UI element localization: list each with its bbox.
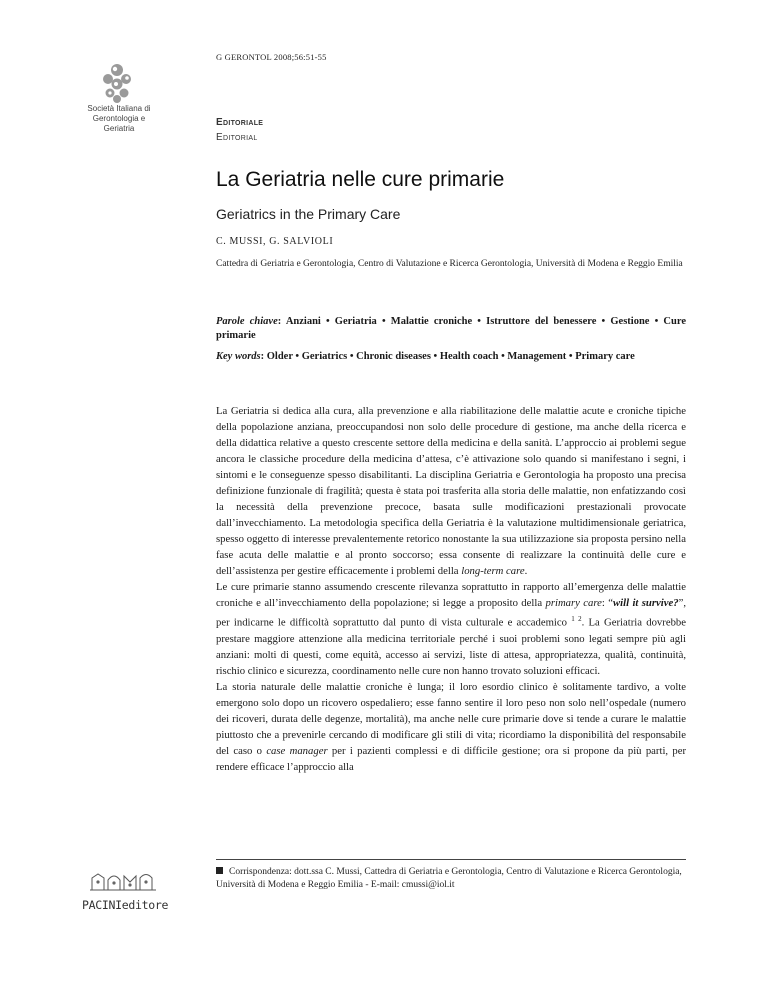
author-affiliation: Cattedra di Geriatria e Gerontologia, Centro di Valutazione e Ricerca Gerontologia, Università di Modena e Reggio Emilia [216,259,683,269]
body-paragraph-2 [216,579,686,679]
journal-reference: G GERONTOL 2008;56:51-55 [216,52,327,62]
body-paragraph-3 [216,679,686,775]
correspondence-note [216,866,686,892]
article-authors: C. MUSSI, G. SALVIOLI [216,236,334,247]
publisher-name: PACINIeditore [82,898,169,912]
keywords-english: Key words: Older • Geriatrics • Chronic diseases • Health coach • Management • Primary care [216,351,635,362]
p3-text-2: per i pazienti complessi e di difficile gestione; ora si propone da più parti, per rendere efficace l’approccio alla [216,744,687,773]
article-title: La Geriatria nelle cure primarie [216,168,505,191]
section-label-italian: Editoriale [216,117,264,128]
p2-text-3: . La Geriatria dovrebbe prestare maggiore attenzione alla medicina territoriale perché i suoi problemi sono legati sempre più agli anziani: molti di questi, come equità, accesso ai servizi, liste di attesa, appropriatezza, qualità, continuità, rischio clinico e sicurezza, coordinamento nelle cure non hanno trovato soluzioni efficaci. [216,616,687,677]
p1-term: long-term care [461,565,525,577]
body-paragraph-1 [216,403,686,579]
keywords-italian-label: Parole chiave [216,316,278,327]
keywords-english-list: Older • Geriatrics • Chronic diseases • Health coach • Management • Primary care [266,351,635,362]
p2-quote: will it survive? [613,597,679,609]
p2-text: Le cure primarie stanno assumendo crescente rilevanza soprattutto in rapporto all’emergenza delle malattie croniche e all’invecchiamento della popolazione; si legge a proposito della [216,581,686,609]
square-bullet-icon [216,867,223,874]
correspondence-text: Corrispondenza: dott.ssa C. Mussi, Cattedra di Geriatria e Gerontologia, Centro di Valutazione e Ricerca Gerontologia, Università di Modena e Reggio Emilia - E-mail: cmussi@iol.it [216,867,682,890]
article-subtitle: Geriatrics in the Primary Care [216,206,401,222]
p2-punct: : “ [601,597,614,609]
p3-text: La storia naturale delle malattie croniche è lunga; il loro esordio clinico è solitamente tardivo, a volte emergono solo dopo un ricovero ospedaliero; esse fanno sentire il loro peso non solo nell’ospedale (numero dei ricoveri, durata delle degenze, mortalità), ma anche nelle cure primarie dove si tende a curare le malattie piuttosto che a prevenirle cercando di modificare gli stili di vita; ricordiamo la disponibilità del responsabile del caso o [216,680,686,757]
p2-text-2: ”, per indicarne le difficoltà soprattutto dal punto di vista culturale e accademico [216,597,686,629]
publisher-logo-icon [88,872,160,892]
keywords-english-label: Key words [216,351,261,362]
citation-ref: 1 2 [571,615,582,623]
p3-term: case manager [266,744,328,757]
p1-text: La Geriatria si dedica alla cura, alla prevenzione e alla riabilitazione delle malattie acute e croniche tipiche della popolazione anziana, preoccupandosi non solo delle procedure di gestione, ma anche della ricerca e della didattica relative a questo crescente settore della medicina e della sanità. L’approccio ai problemi segue ancora le classiche procedure della medicina d’attesa, c’è attivazione solo quando si manifestano i segni, i sintomi e le conseguenze spesso disabilitanti. La disciplina Geriatria e Gerontologia ha proposto una precisa definizione funzionale di fragilità; questa è stata poi trasferita alla storia delle malattie, non enfatizzando così la necessità della prevenzione precoce, basata sulle modificazioni prestazionali provocate dall’invecchiamento. La metodologia specifica della Geriatria è la valutazione multidimensionale geriatrica, spesso oggetto di interesse prevalentemente retorico nonostante la sua utilizzazione sia proposta persino nella fase acuta delle malattie e al pronto soccorso; essa consente di realizzare la continuità delle cure e dell’assistenza per gestire efficacemente i problemi della [216,405,686,577]
p2-term: primary care [545,597,602,609]
article-body [216,403,686,775]
p1-end: . [524,565,528,577]
keywords-italian: Parole chiave: Anziani • Geriatria • Malattie croniche • Istruttore del benessere • Gestione • Cure primarie [216,316,686,341]
keywords-italian-list: Anziani • Geriatria • Malattie croniche • Istruttore del benessere • Gestione • Cure primarie [216,316,686,341]
section-label-english: Editorial [216,132,258,143]
society-name: Società Italiana di Gerontologia e Geriatria [87,104,151,133]
footnote-divider [216,859,686,860]
society-logo-icon [82,62,152,106]
